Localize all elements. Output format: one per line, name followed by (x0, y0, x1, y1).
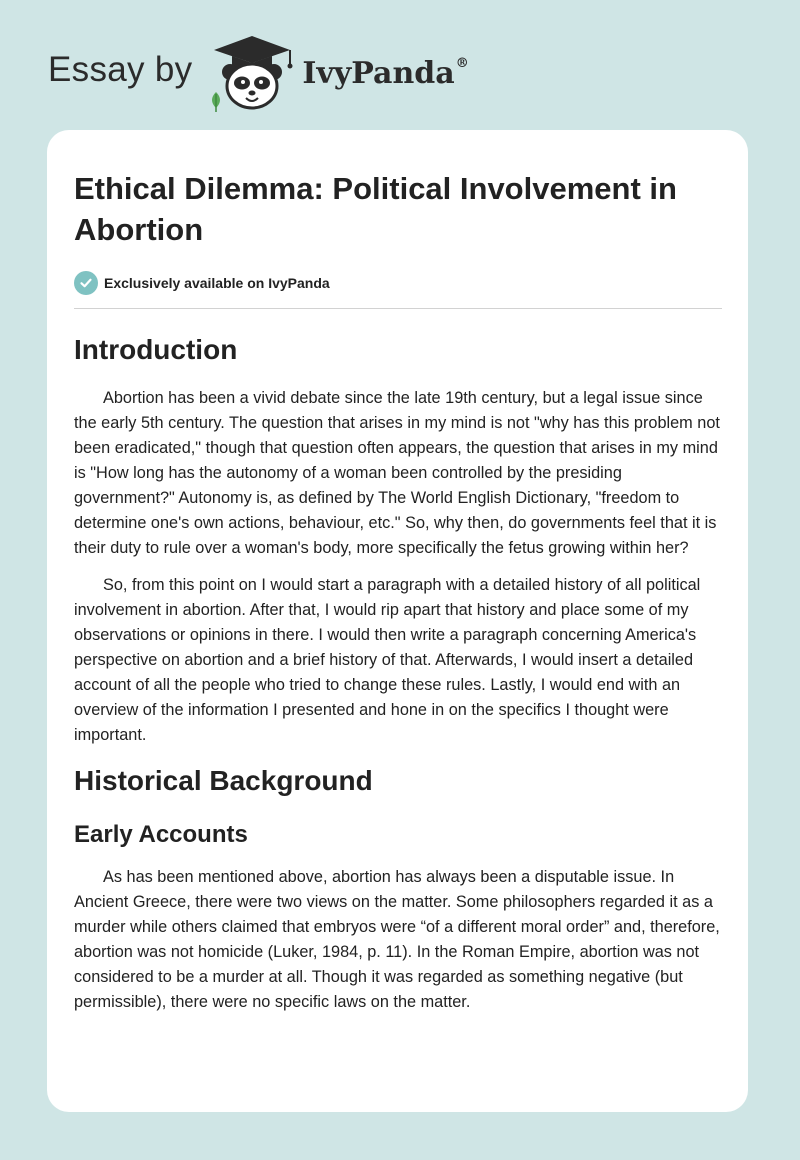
divider (74, 308, 722, 309)
paragraph: Abortion has been a vivid debate since the late 19th century, but a legal issue since the early 5th century. The question that arises in my mind is not "why has this problem not been eradicated," though that question often appears, the question that arises in my mind is "How long has the autonomy of a woman been controlled by the presiding government?" Autonomy is, as defined by The World English Dictionary, "freedom to determine one's own actions, behaviour, etc." So, why then, do governments feel that it is their duty to rule over a woman's body, more specifically the fetus growing within her? (74, 389, 720, 557)
exclusive-badge-label: Exclusively available on IvyPanda (104, 275, 330, 291)
check-circle-icon (74, 271, 98, 295)
paragraph: As has been mentioned above, abortion has always been a disputable issue. In Ancient Greece, there were two views on the matter. Some philosophers regarded it as a murder while others claimed that embryos were “of a different moral order” and, therefore, abortion was not homicide (Luker, 1984, p. 11). In the Roman Empire, abortion was not considered to be a murder at all. Though it was regarded as something negative (but permissible), there were no specific laws on the matter. (74, 868, 720, 1011)
subsection-heading-early-accounts: Early Accounts (74, 821, 248, 848)
essay-card (47, 130, 748, 1112)
site-header (48, 34, 469, 114)
paragraph: So, from this point on I would start a paragraph with a detailed history of all political involvement in abortion. After that, I would rip apart that history and place some of my observations or opinions in there. I would then write a paragraph concerning America's perspective on abortion and a brief history of that. Afterwards, I would insert a detailed account of all the people who tried to change these rules. Lastly, I would end with an overview of the information I presented and hone in on the specifics I thought were important. (74, 576, 701, 744)
section-heading-historical-background: Historical Background (74, 765, 373, 796)
registered-mark: ® (455, 55, 469, 71)
essay-by-label: Essay by (48, 50, 193, 89)
section-heading-introduction: Introduction (74, 334, 238, 365)
exclusive-badge (74, 271, 722, 295)
panda-mascot-icon[interactable] (206, 34, 298, 114)
ivypanda-logo-text[interactable]: IvyPanda® (302, 55, 469, 91)
page-title: Ethical Dilemma: Political Involvement in Abortion (74, 171, 677, 247)
